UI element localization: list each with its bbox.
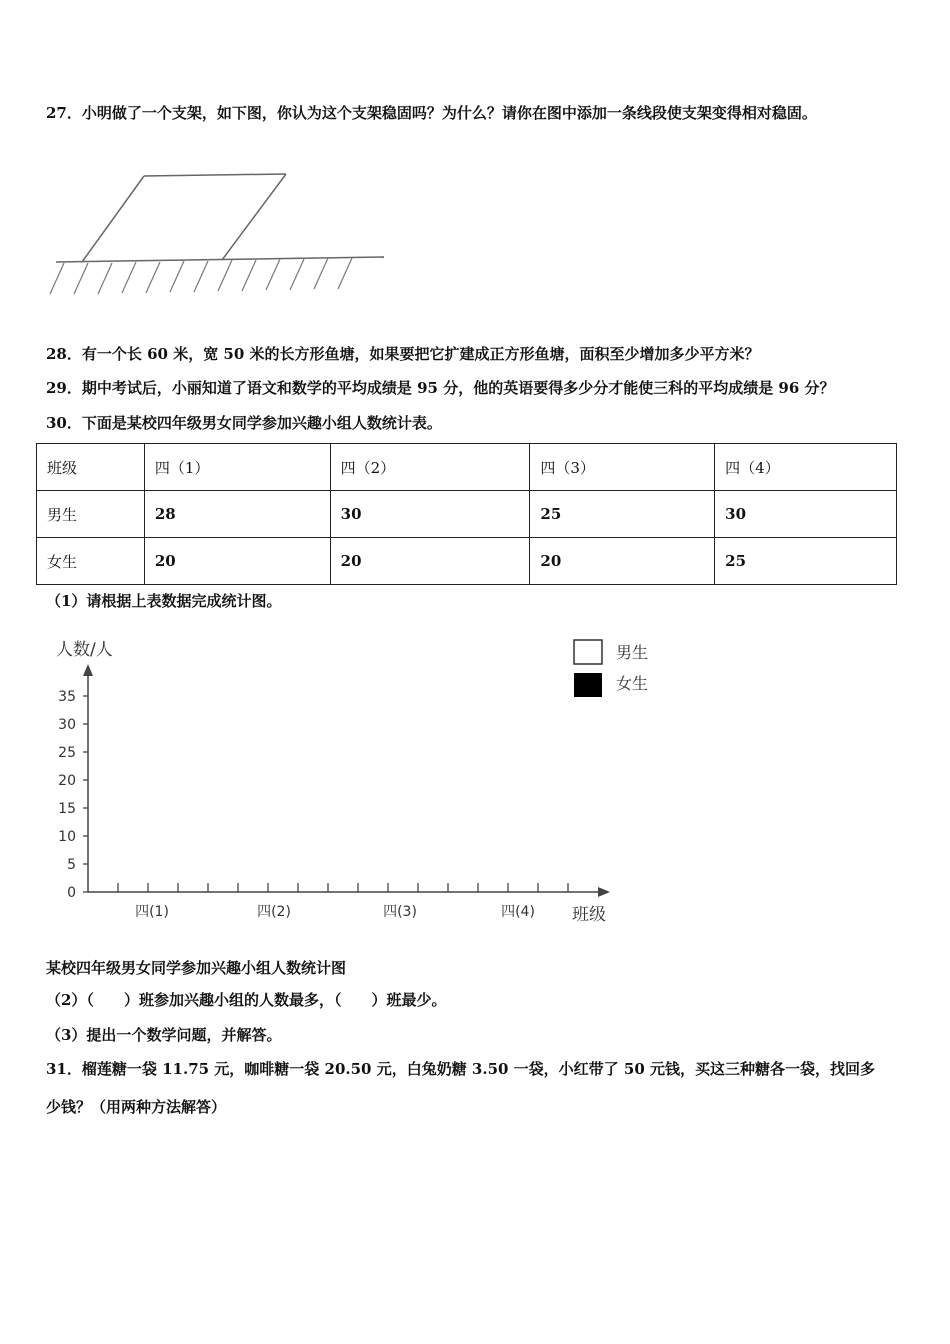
- y-tick-label: 35: [58, 689, 76, 705]
- table-cell: 30: [330, 491, 530, 538]
- question-31-line-1: 31．榴莲糖一袋 11.75 元，咖啡糖一袋 20.50 元，白兔奶糖 3.50 一袋，小红带了 50 元钱，买这三种糖各一袋，找回多: [46, 1060, 876, 1078]
- table-header-row: [37, 444, 897, 491]
- table-cell: 25: [530, 491, 715, 538]
- x-category-label: 四(3): [383, 904, 417, 920]
- x-axis-arrow: [598, 887, 610, 897]
- table-row: [37, 491, 897, 538]
- y-tick-label: 15: [58, 801, 76, 817]
- bar-chart: [48, 630, 648, 930]
- question-29: 29．期中考试后，小丽知道了语文和数学的平均成绩是 95 分，他的英语要得多少分才能使三科的平均成绩是 96 分？: [46, 379, 835, 397]
- table-row: [37, 538, 897, 585]
- table-cell: 25: [715, 538, 897, 585]
- y-tick-label: 10: [58, 829, 76, 845]
- x-category-label: 四(4): [501, 904, 535, 920]
- table-cell: 28: [144, 491, 330, 538]
- question-30-part-3: （3）提出一个数学问题，并解答。: [46, 1026, 282, 1044]
- question-30: 30．下面是某校四年级男女同学参加兴趣小组人数统计表。: [46, 414, 442, 432]
- legend-label-boys: 男生: [615, 643, 648, 662]
- legend-label-girls: 女生: [615, 674, 648, 693]
- question-30-part-2: （2）（ ）班参加兴趣小组的人数最多，（ ）班最少。: [46, 991, 447, 1009]
- y-tick-label: 5: [67, 857, 76, 873]
- y-tick-label: 30: [58, 717, 76, 733]
- question-31-line-2: 少钱？（用两种方法解答）: [46, 1098, 227, 1116]
- y-tick-label: 25: [58, 745, 76, 761]
- y-tick-label: 20: [58, 773, 76, 789]
- table-header-cell: 四（1）: [144, 444, 330, 491]
- question-30-part-1: （1）请根据上表数据完成统计图。: [46, 592, 282, 610]
- table-header-cell: 四（2）: [330, 444, 530, 491]
- row-label-girls: 女生: [37, 538, 145, 585]
- x-category-label: 四(2): [257, 904, 291, 920]
- legend-swatch-girls: [574, 673, 602, 697]
- stats-table: [36, 443, 897, 585]
- y-tick-label: 0: [67, 885, 76, 901]
- table-cell: 30: [715, 491, 897, 538]
- legend-swatch-boys: [574, 640, 602, 664]
- bracket-figure: [46, 150, 391, 300]
- question-28: 28．有一个长 60 米，宽 50 米的长方形鱼塘，如果要把它扩建成正方形鱼塘，面积至少增加多少平方米？: [46, 345, 760, 363]
- table-header-cell: 班级: [37, 444, 145, 491]
- table-header-cell: 四（3）: [530, 444, 715, 491]
- x-category-label: 四(1): [135, 904, 169, 920]
- y-axis-label: 人数/人: [56, 640, 113, 660]
- y-axis-arrow: [83, 664, 93, 676]
- row-label-boys: 男生: [37, 491, 145, 538]
- chart-caption: 某校四年级男女同学参加兴趣小组人数统计图: [46, 959, 347, 977]
- table-cell: 20: [530, 538, 715, 585]
- table-cell: 20: [144, 538, 330, 585]
- question-27: 27．小明做了一个支架，如下图，你认为这个支架稳固吗？为什么？请你在图中添加一条线段使支架变得相对稳固。: [46, 104, 817, 122]
- x-axis-label: 班级: [572, 905, 606, 925]
- table-cell: 20: [330, 538, 530, 585]
- table-header-cell: 四（4）: [715, 444, 897, 491]
